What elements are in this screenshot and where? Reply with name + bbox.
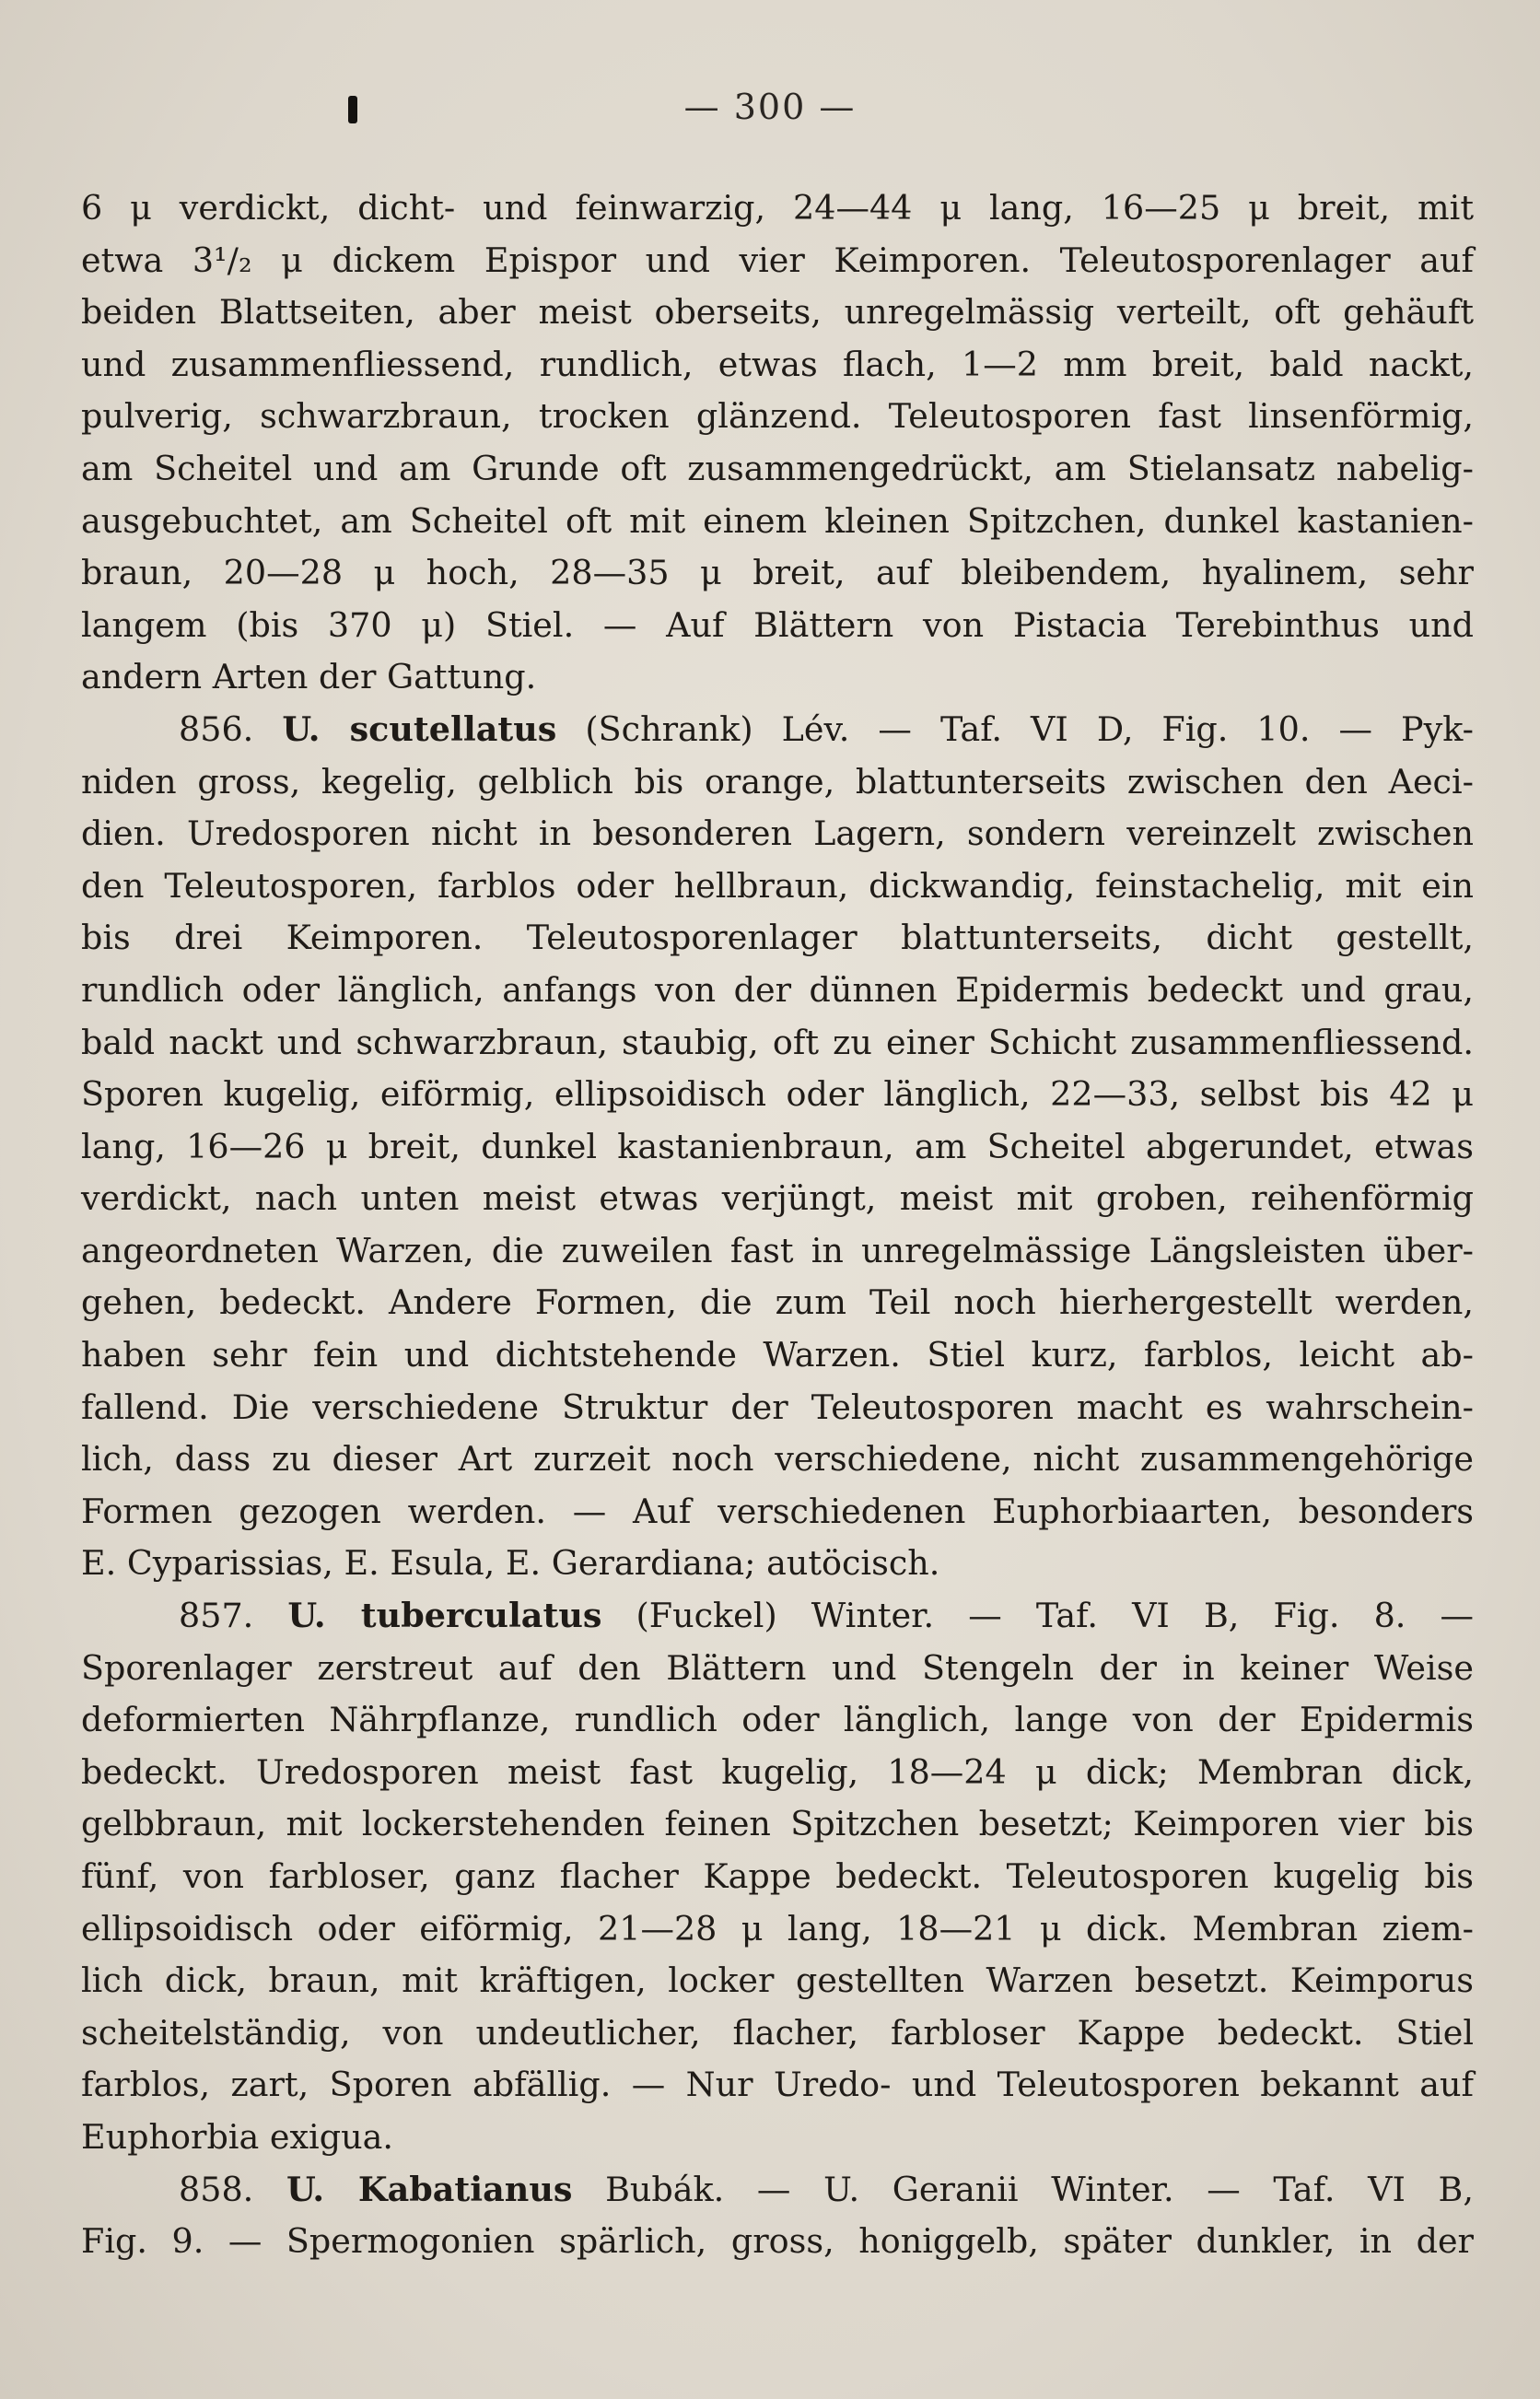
text-line: Sporen kugelig, eiförmig, ellipsoidisch oder länglich, 22—33, selbst bis 42 μ bbox=[81, 1074, 1474, 1115]
text-line: pulverig, schwarzbraun, trocken glänzend. Teleutosporen fast linsenförmig, bbox=[81, 396, 1474, 437]
species-name: U. tuberculatus bbox=[287, 1596, 602, 1636]
text-line: andern Arten der Gattung. bbox=[81, 657, 537, 697]
text-line: ellipsoidisch oder eiförmig, 21—28 μ lang, 18—21 μ dick. Membran ziem- bbox=[81, 1908, 1474, 1948]
entry-heading-858 bbox=[81, 2164, 1474, 2217]
text-line: verdickt, nach unten meist etwas verjüngt, meist mit groben, reihenförmig bbox=[81, 1178, 1474, 1219]
text-line: und zusammenfliessend, rundlich, etwas flach, 1—2 mm breit, bald nackt, bbox=[81, 344, 1474, 384]
species-name: U. scutellatus bbox=[282, 708, 557, 749]
entry-number: 857. bbox=[179, 1596, 254, 1636]
text-line: bald nackt und schwarzbraun, staubig, oft zu einer Schicht zusammenfliessend. bbox=[81, 1022, 1474, 1062]
text-line: beiden Blattseiten, aber meist oberseits, unregelmässig verteilt, oft gehäuft bbox=[81, 292, 1474, 333]
text-line: 6 μ verdickt, dicht- und feinwarzig, 24—44 μ lang, 16—25 μ breit, mit bbox=[81, 188, 1474, 228]
text-line: fallend. Die verschiedene Struktur der Teleutosporen macht es wahrschein- bbox=[81, 1387, 1474, 1427]
text-line: braun, 20—28 μ hoch, 28—35 μ breit, auf bleibendem, hyalinem, sehr bbox=[81, 553, 1474, 593]
entry-author: (Schrank) Lév. — Taf. VI D, Fig. 10. — Pyk- bbox=[585, 708, 1474, 749]
text-line: Formen gezogen werden. — Auf verschiedenen Euphorbiaarten, besonders bbox=[81, 1491, 1474, 1531]
text-line: ausgebuchtet, am Scheitel oft mit einem kleinen Spitzchen, dunkel kastanien- bbox=[81, 500, 1474, 541]
text-line: Sporenlager zerstreut auf den Blättern und Stengeln der in keiner Weise bbox=[81, 1647, 1474, 1688]
text-line: gelbbraun, mit lockerstehenden feinen Spitzchen besetzt; Keimporen vier bis bbox=[81, 1804, 1474, 1844]
text-line: haben sehr fein und dichtstehende Warzen. Stiel kurz, farblos, leicht ab- bbox=[81, 1335, 1474, 1375]
text-line: Fig. 9. — Spermogonien spärlich, gross, honiggelb, später dunkler, in der bbox=[81, 2221, 1474, 2262]
text-line: deformierten Nährpflanze, rundlich oder länglich, lange von der Epidermis bbox=[81, 1700, 1474, 1740]
text-line: dien. Uredosporen nicht in besonderen Lagern, sondern vereinzelt zwischen bbox=[81, 813, 1474, 854]
page-number: — 300 — bbox=[683, 87, 857, 127]
text-line: lich, dass zu dieser Art zurzeit noch verschiedene, nicht zusammengehörige bbox=[81, 1439, 1474, 1480]
species-name: U. Kabatianus bbox=[286, 2169, 573, 2209]
entry-heading-857 bbox=[81, 1590, 1474, 1643]
text-line: lich dick, braun, mit kräftigen, locker gestellten Warzen besetzt. Keimporus bbox=[81, 1960, 1474, 2001]
entry-heading-856 bbox=[81, 704, 1474, 756]
entry-author: (Fuckel) Winter. — Taf. VI B, Fig. 8. — bbox=[636, 1596, 1475, 1636]
text-line: am Scheitel und am Grunde oft zusammengedrückt, am Stielansatz nabelig- bbox=[81, 448, 1474, 488]
text-line: niden gross, kegelig, gelblich bis orange, blattunterseits zwischen den Aeci- bbox=[81, 761, 1474, 802]
text-line: rundlich oder länglich, anfangs von der dünnen Epidermis bedeckt und grau, bbox=[81, 969, 1474, 1010]
entry-number: 856. bbox=[179, 708, 254, 749]
text-line: farblos, zart, Sporen abfällig. — Nur Uredo- und Teleutosporen bekannt auf bbox=[81, 2065, 1474, 2105]
text-line: lang, 16—26 μ breit, dunkel kastanienbraun, am Scheitel abgerundet, etwas bbox=[81, 1126, 1474, 1166]
page-body bbox=[81, 182, 1474, 2268]
text-line: angeordneten Warzen, die zuweilen fast in unregelmässige Längsleisten über- bbox=[81, 1230, 1474, 1270]
entry-number: 858. bbox=[179, 2169, 254, 2209]
entry-author: Bubák. — U. Geranii Winter. — Taf. VI B, bbox=[605, 2169, 1474, 2209]
text-line: den Teleutosporen, farblos oder hellbraun, dickwandig, feinstachelig, mit ein bbox=[81, 865, 1474, 906]
text-line: Euphorbia exigua. bbox=[81, 2116, 393, 2157]
text-line: langem (bis 370 μ) Stiel. — Auf Blättern von Pistacia Terebinthus und bbox=[81, 604, 1474, 645]
text-line: E. Cyparissias, E. Esula, E. Gerardiana; autöcisch. bbox=[81, 1543, 940, 1584]
text-line: gehen, bedeckt. Andere Formen, die zum Teil noch hierhergestellt werden, bbox=[81, 1282, 1474, 1323]
text-line: etwa 3¹/₂ μ dickem Epispor und vier Keimporen. Teleutosporenlager auf bbox=[81, 240, 1474, 280]
text-line: bis drei Keimporen. Teleutosporenlager blattunterseits, dicht gestellt, bbox=[81, 918, 1474, 958]
text-line: scheitelständig, von undeutlicher, flacher, farbloser Kappe bedeckt. Stiel bbox=[81, 2012, 1474, 2053]
text-line: bedeckt. Uredosporen meist fast kugelig, 18—24 μ dick; Membran dick, bbox=[81, 1751, 1474, 1792]
text-line: fünf, von farbloser, ganz flacher Kappe bedeckt. Teleutosporen kugelig bis bbox=[81, 1856, 1474, 1896]
